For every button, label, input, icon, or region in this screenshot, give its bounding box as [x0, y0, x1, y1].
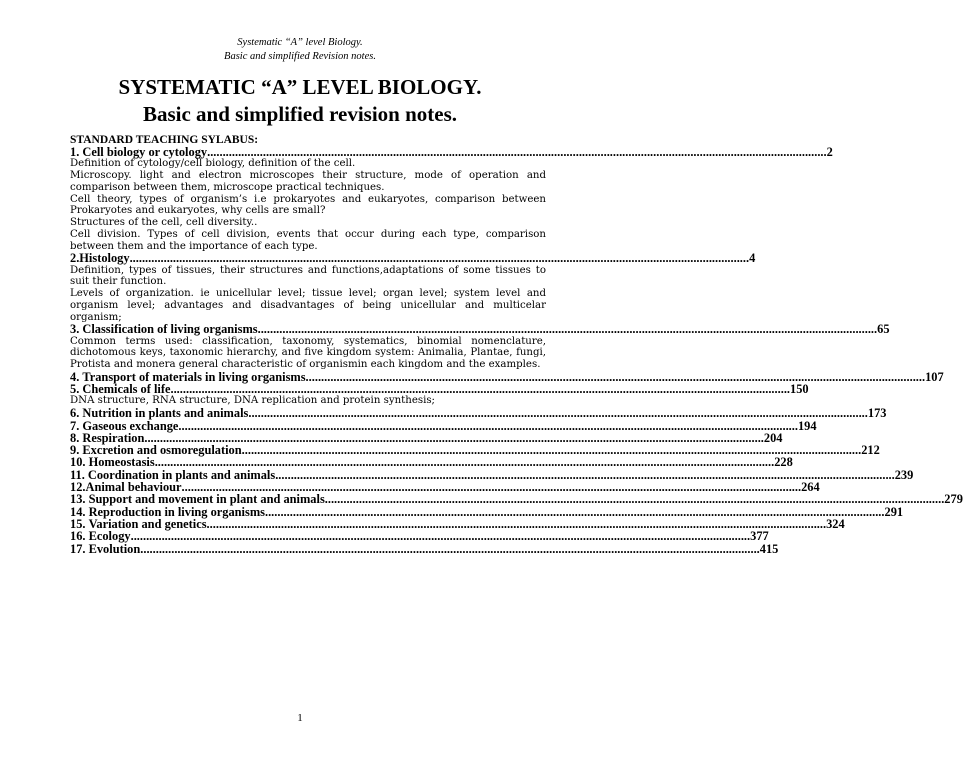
toc-entry-number: 2. [70, 251, 80, 266]
section-description: DNA structure, RNA structure, DNA replication and protein synthesis; [70, 395, 435, 407]
toc-entry-page: 173 [867, 406, 887, 421]
section-description: Cell theory, types of organism’s i.e prokaryotes and eukaryotes, comparison between Prokaryotes and eukaryotes, why cells are small? [70, 193, 546, 217]
toc-entry-number: 13. [70, 492, 89, 507]
toc-entry-number: 7. [70, 418, 83, 433]
toc-leader-dots: ........................................................................................................................................................................................................ [181, 480, 802, 495]
toc-entry-label: Gaseous exchange [82, 418, 179, 433]
toc-entry-label: Histology [79, 251, 130, 266]
toc-entry[interactable] [70, 251, 756, 266]
toc-entry[interactable] [70, 145, 833, 159]
toc-entry-label: Respiration [82, 430, 145, 445]
syllabus-content [70, 134, 963, 556]
toc-leader-dots: ........................................................................................................................................................................................................ [264, 504, 885, 519]
toc-leader-dots: ........................................................................................................................................................................................................ [178, 418, 798, 433]
toc-leader-dots: ........................................................................................................................................................................................................ [275, 467, 895, 482]
running-header-line1: Systematic “A” level Biology. [237, 37, 363, 48]
toc-entry-page: 65 [877, 322, 890, 337]
running-header-line2: Basic and simplified Revision notes. [224, 51, 376, 62]
toc-entry-number: 4. [70, 369, 83, 384]
section-description: Levels of organization. ie unicellular level; tissue level; organ level; system level and organism level; advantages and disadvantages of being unicellular and multicelar organism; [70, 288, 546, 323]
toc-leader-dots: ........................................................................................................................................................................................................ [206, 516, 827, 531]
toc-entry-label: Chemicals of life [82, 382, 171, 397]
toc-entry-label: Cell biology or cytology [82, 145, 208, 159]
toc-entry-number: 16. [70, 529, 89, 544]
toc-entry-number: 11. [70, 467, 88, 482]
toc-entry-number: 1. [70, 145, 83, 159]
toc-entry-number: 5. [70, 382, 83, 397]
toc-entry-number: 6. [70, 406, 83, 421]
toc-entry-page: 2 [826, 145, 833, 159]
toc-entry-number: 14. [70, 504, 89, 519]
toc-leader-dots: ........................................................................................................................................................................................................ [248, 406, 868, 421]
toc-entry-page: 204 [763, 430, 783, 445]
section-description: Microscopy. light and electron microscopes their structure, mode of operation and comparison between them, microscope practical techniques. [70, 170, 546, 193]
section-description: Definition of cytology/cell biology, definition of the cell. [70, 158, 356, 170]
toc-entry-page: 239 [894, 467, 914, 482]
toc-leader-dots: ........................................................................................................................................................................................................ [241, 443, 862, 458]
section-description: Cell division. Types of cell division, events that occur during each type, comparison between them and the importance of each type. [70, 228, 546, 252]
toc-entry[interactable] [70, 529, 769, 544]
toc-entry-page: 150 [790, 382, 809, 397]
toc-leader-dots: ........................................................................................................................................................................................................ [207, 145, 827, 159]
toc-entry-label: Variation and genetics [88, 516, 207, 531]
toc-entry-number: 10. [70, 455, 89, 470]
page-number: 1 [297, 712, 303, 724]
toc-entry-label: Evolution [88, 541, 141, 556]
toc-leader-dots: ........................................................................................................................................................................................................ [257, 322, 878, 337]
toc-entry-page: 279 [944, 492, 963, 507]
toc-entry[interactable] [70, 382, 809, 397]
toc-leader-dots: ........................................................................................................................................................................................................ [324, 492, 945, 507]
section-description: Common terms used: classification, taxonomy, systematics, binomial nomenclature, dichotomous keys, taxonomic hierarchy, and five kingdom system: Animalia, Plantae, fungi, Protista and monera general characteristic of organismin each kingdom and the examples. [70, 335, 546, 371]
toc-leader-dots: ........................................................................................................................................................................................................ [130, 529, 751, 544]
section-description: Structures of the cell, cell diversity.. [70, 217, 258, 229]
document-title-line1: SYSTEMATIC “A” LEVEL BIOLOGY. [118, 75, 482, 99]
toc-entry-number: 17. [70, 541, 89, 556]
toc-entry-page: 415 [759, 541, 779, 556]
toc-entry[interactable] [70, 322, 890, 337]
toc-entry-label: Coordination in plants and animals [87, 467, 276, 482]
section-description: Definition, types of tissues, their structures and functions,adaptations of some tissues to suit their function. [70, 264, 546, 288]
toc-entry-page: 377 [750, 529, 769, 544]
toc-entry[interactable] [70, 455, 793, 470]
toc-entry-page: 194 [797, 418, 817, 433]
toc-leader-dots: ........................................................................................................................................................................................................ [154, 455, 775, 470]
document-title-line2: Basic and simplified revision notes. [142, 102, 458, 126]
toc-entry-page: 324 [826, 516, 845, 531]
toc-entry-page: 107 [925, 369, 944, 384]
toc-entry[interactable] [70, 492, 963, 507]
toc-entry-label: Excretion and osmoregulation [82, 443, 242, 458]
toc-entry-label: Transport of materials in living organisms [82, 369, 306, 384]
toc-entry-number: 3. [70, 322, 83, 337]
toc-entry-page: 4 [749, 251, 756, 266]
syllabus-heading: STANDARD TEACHING SYLABUS: [70, 134, 259, 146]
toc-leader-dots: ........................................................................................................................................................................................................ [129, 251, 750, 266]
table-of-contents [70, 145, 963, 556]
toc-entry-label: Support and movement in plant and animals [88, 492, 325, 507]
toc-entry-label: Homeostasis [88, 455, 155, 470]
toc-entry[interactable] [70, 406, 887, 421]
toc-entry-page: 264 [801, 480, 820, 495]
toc-leader-dots: ........................................................................................................................................................................................................ [170, 382, 791, 397]
toc-entry[interactable] [70, 418, 817, 433]
toc-entry-number: 8. [70, 430, 83, 445]
toc-leader-dots: ........................................................................................................................................................................................................ [144, 430, 764, 445]
toc-entry-number: 12. [70, 480, 86, 495]
toc-leader-dots: ........................................................................................................................................................................................................ [140, 541, 760, 556]
toc-entry-page: 212 [861, 443, 880, 458]
toc-entry-number: 15. [70, 516, 89, 531]
toc-entry-number: 9. [70, 443, 83, 458]
toc-entry-label: Ecology [88, 529, 131, 544]
toc-entry[interactable] [70, 541, 779, 556]
toc-entry-label: Reproduction in living organisms [88, 504, 265, 519]
toc-entry-label: Animal behaviour [85, 480, 182, 495]
toc-entry-page: 228 [774, 455, 793, 470]
toc-leader-dots: ........................................................................................................................................................................................................ [305, 369, 926, 384]
toc-entry-label: Nutrition in plants and animals [82, 406, 249, 421]
toc-entry-label: Classification of living organisms [82, 322, 258, 337]
toc-entry-page: 291 [884, 504, 904, 519]
